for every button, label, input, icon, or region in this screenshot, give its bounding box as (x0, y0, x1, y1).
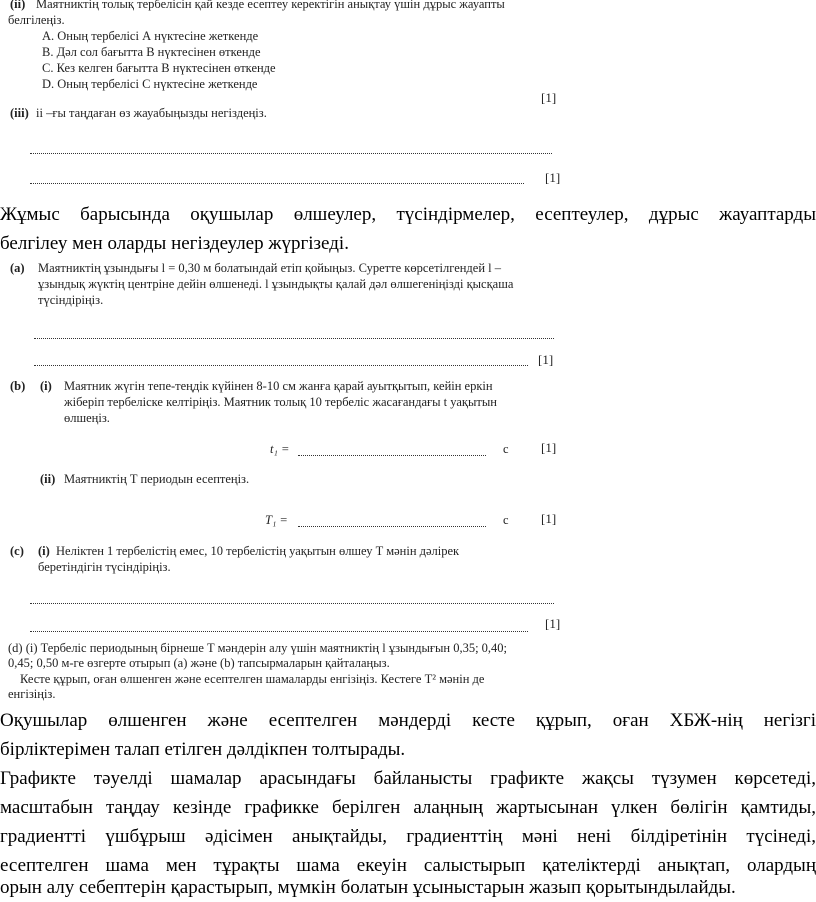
unit-seconds: с (503, 513, 509, 527)
paragraph-3-line: орын алу себептерін қарастырып, мүмкін болатын ұсыныстарын жазып қорытындылайды. (0, 877, 736, 898)
answer-line (30, 153, 552, 154)
mark-c: [1] (545, 616, 561, 631)
question-a-line: Маятниктің ұзындығы l = 0,30 м болатындай етіп қойыңыз. Суретте көрсетілгендей l – (38, 261, 502, 275)
paragraph-3-line: масштабын таңдау кезінде графикке берілген алаңның жартысынан үлкен бөлігін қамтиды, (0, 797, 816, 818)
T1-answer-line[interactable] (298, 526, 486, 527)
question-ii-label: (ii) (10, 0, 26, 11)
question-b-ii-text: Маятниктің T периодын есептеңіз. (64, 472, 250, 486)
mark-a: [1] (538, 352, 554, 367)
mark-b-i: [1] (541, 440, 557, 455)
paragraph-1-line: Жұмыс барысында оқушылар өлшеулер, түсіндірмелер, есептеулер, дұрыс жауаптарды (0, 204, 816, 225)
option-c: C. Кез келген бағытта В нүктесінен өткенде (42, 61, 276, 75)
paragraph-2-line: Оқушылар өлшенген және есептелген мәндерді кесте құрып, оған ХБЖ-нің негізгі (0, 710, 816, 731)
T1-label: T₁ = (265, 513, 288, 527)
question-b-ii-label: (ii) (40, 472, 56, 486)
mark-ii: [1] (541, 90, 557, 105)
option-b: B. Дәл сол бағытта В нүктесінен өткенде (42, 45, 261, 59)
question-d-line: енгізіңіз. (8, 687, 56, 701)
question-c-line: Неліктен 1 тербелістің емес, 10 тербелістің уақытын өлшеу T мәнін дәлірек (56, 544, 460, 558)
unit-seconds: с (503, 442, 509, 456)
question-c-label: (c) (10, 544, 24, 558)
question-ii-text: Маятниктің толық тербелісін қай кезде есептеу керектігін анықтау үшін дұрыс жауапты (36, 0, 505, 11)
answer-line (34, 338, 554, 339)
question-b-line: өлшеңіз. (64, 411, 110, 425)
t1-answer-line[interactable] (298, 455, 486, 456)
answer-line (34, 365, 528, 366)
question-a-label: (a) (10, 261, 25, 275)
question-d-line: (d) (i) Тербеліс периодының бірнеше T мәндерін алу үшін маятниктің l ұзындығын 0,35; 0,40; (8, 641, 508, 655)
question-b-label: (b) (10, 379, 26, 393)
question-a-line: ұзындық жүктің центріне дейін өлшенеді. l ұзындықты қалай дәл өлшегеніңізді қысқаша (38, 277, 514, 291)
question-d-line: Кесте құрып, оған өлшенген және есептелген шамаларды енгізіңіз. Кестеге T² мәнін де (20, 672, 485, 686)
question-b-i-label: (i) (40, 379, 52, 393)
answer-line (30, 603, 554, 604)
question-c-line: беретіндігін түсіндіріңіз. (38, 560, 171, 574)
question-iii-text: іі –ғы таңдаған өз жауабыңызды негіздеңіз. (36, 106, 267, 120)
question-a-line: түсіндіріңіз. (38, 293, 104, 307)
question-b-line: Маятник жүгін тепе-теңдік күйінен 8-10 см жанға қарай ауытқытып, кейін еркін (64, 379, 493, 393)
question-d-line: 0,45; 0,50 м-ге өзгерте отырып (a) және (b) тапсырмаларын қайталаңыз. (8, 656, 390, 670)
option-a: A. Оның тербелісі А нүктесіне жеткенде (42, 29, 259, 43)
option-d: D. Оның тербелісі С нүктесіне жеткенде (42, 77, 258, 91)
question-b-line: жіберіп тербеліске келтіріңіз. Маятник толық 10 тербеліс жасағандағы t уақытын (64, 395, 497, 409)
answer-line (30, 183, 524, 184)
question-iii-label: (iii) (10, 106, 29, 120)
t1-label: t₁ = (270, 442, 290, 456)
mark-b-ii: [1] (541, 511, 557, 526)
question-ii-text-cont: белгілеңіз. (8, 13, 65, 27)
mark-iii: [1] (545, 170, 561, 185)
question-c-i-label: (i) (38, 544, 50, 558)
paragraph-1-line: белгілеу мен оларды негіздеулер жүргізеді. (0, 233, 349, 254)
paragraph-3-line: есептелген шама мен тұрақты шама екеуін салыстырып қателіктерді анықтап, олардың (0, 855, 816, 876)
answer-line (30, 631, 528, 632)
paragraph-3-line: градиентті үшбұрыш әдісімен анықтайды, градиенттің мәні нені білдіретінін түсінеді, (0, 826, 816, 847)
paragraph-3-line: Графикте тәуелді шамалар арасындағы байланысты графикте жақсы түзумен көрсетеді, (0, 768, 816, 789)
paragraph-2-line: бірліктерімен талап етілген дәлдікпен толтырады. (0, 739, 406, 760)
